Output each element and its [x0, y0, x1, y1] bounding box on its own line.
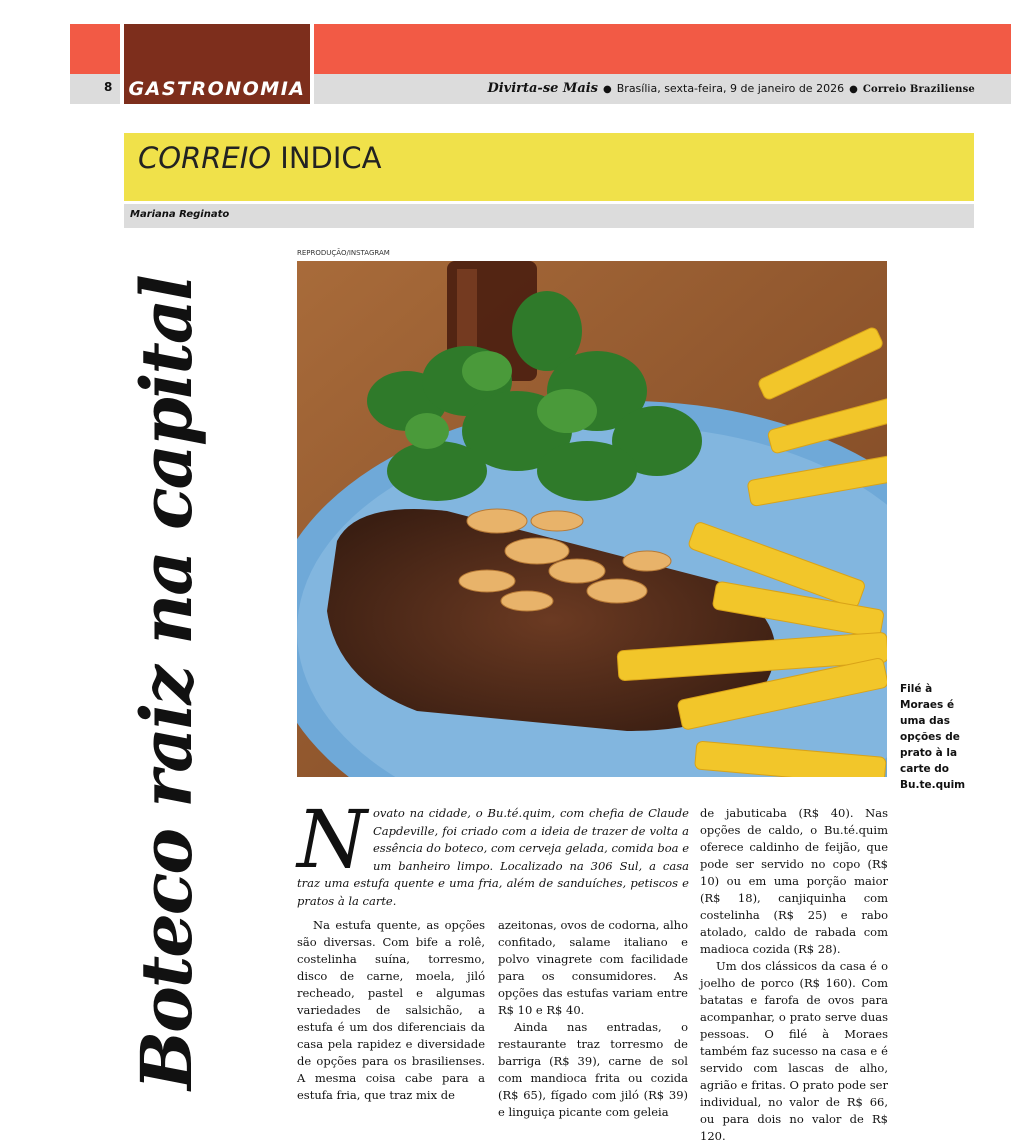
masthead — [487, 81, 975, 96]
article-column-3 — [700, 805, 888, 1145]
article-column-1 — [297, 917, 485, 1104]
newspaper-name: Correio Braziliense — [862, 84, 975, 95]
photo-credit: REPRODUÇÃO/INSTAGRAM — [297, 249, 390, 257]
dateline: Brasília, sexta-feira, 9 de janeiro de 2026 — [616, 82, 845, 95]
column-title-word1: CORREIO — [138, 141, 272, 175]
headline: Boteco raiz na capital — [125, 276, 208, 1090]
section-label: GASTRONOMIA — [128, 78, 306, 100]
paragraph: Na estufa quente, as opções são diversas. Com bife a rolê, costelinha suína, torresmo, disco de carne, moela, jiló recheado, pastel e algumas variedades de salsichão, a estufa é um dos diferenciais da casa pela rapidez e diversidade de opções para os brasilienses. A mesma coisa cabe para a estufa fria, que traz mix de — [297, 918, 485, 1102]
paragraph: Ainda nas entradas, o restaurante traz torresmo de barriga (R$ 39), carne de sol com mandioca frita ou cozida (R$ 65), fígado com jiló (R$ 39) e linguiça picante com geleia — [498, 1020, 688, 1119]
paragraph: Um dos clássicos da casa é o joelho de porco (R$ 160). Com batatas e farofa de ovos para acompanhar, o prato serve duas pessoas. O filé à Moraes também faz sucesso na casa e é servido com lascas de alho, agrião e fritas. O prato pode ser individual, no valor de R$ 66, ou para dois no valor de R$ 120. — [700, 959, 888, 1143]
header-band-left — [70, 24, 120, 74]
article-lead — [297, 793, 689, 910]
article-column-2 — [498, 917, 688, 1121]
drop-cap: N — [297, 793, 367, 886]
bullet-icon: ● — [849, 84, 858, 95]
supplement-name: Divirta-se Mais — [487, 81, 599, 96]
author-bar — [124, 204, 974, 228]
steak-plate-photo — [297, 261, 887, 777]
paragraph: de jabuticaba (R$ 40). Nas opções de caldo, o Bu.té.quim oferece caldinho de feijão, que pode ser servido no copo (R$ 10) ou em uma porção maior (R$ 18), canjiquinha com costelinha (R$ 25) e rabo atolado, caldo de rabada com madioca cozida (R$ 28). — [700, 806, 888, 956]
page-number: 8 — [104, 80, 113, 94]
column-title-word2: INDICA — [280, 141, 382, 175]
bullet-icon: ● — [603, 84, 612, 95]
header-band-right — [314, 24, 1011, 74]
author-byline: Mariana Reginato — [130, 209, 230, 220]
lead-text: ovato na cidade, o Bu.té.quim, com chefia de Claude Capdeville, foi criado com a ideia de trazer de volta a essência do boteco, com cerveja gelada, comida boa e um banheiro limpo. Localizado na 306 Sul, a casa traz uma estufa quente e uma fria, além de sanduíches, petiscos e pratos à la carte. — [297, 806, 689, 908]
food-photo — [297, 261, 887, 777]
photo-caption: Filé à Moraes é uma das opções de prato à la carte do Bu.te.quim — [900, 683, 966, 791]
paragraph: azeitonas, ovos de codorna, alho confitado, salame italiano e polvo vinagrete com facilidade para os consumidores. As opções das estufas variam entre R$ 10 e R$ 40. — [498, 918, 688, 1017]
header-strip-left — [70, 74, 120, 104]
column-title — [138, 141, 382, 175]
